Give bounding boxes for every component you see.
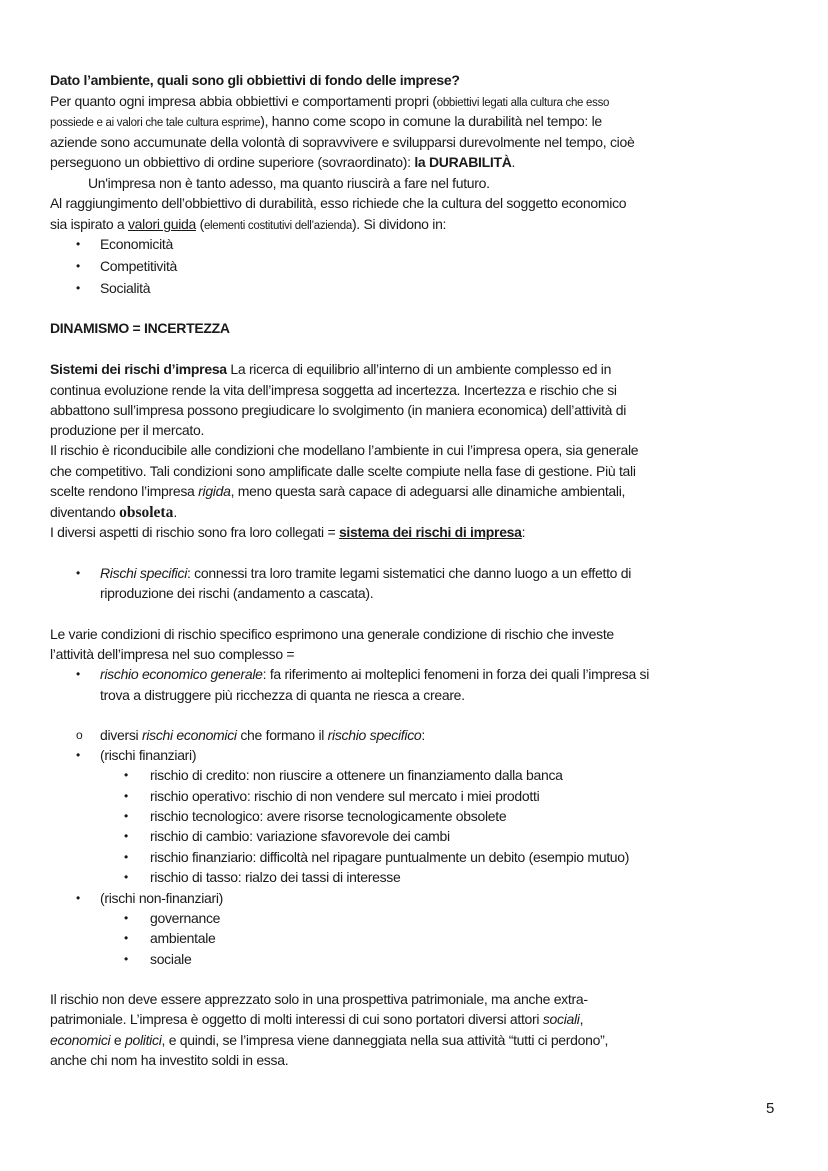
bullet-icon: •: [124, 789, 128, 803]
text-segment: trova a distruggere più ricchezza di quanta ne riesca a creare.: [100, 687, 465, 703]
text-line: [100, 664, 649, 684]
text-segment: sociali: [542, 1011, 580, 1027]
text-line: [150, 786, 539, 806]
text-line: [100, 563, 631, 583]
text-segment: aziende sono accumunate della volontà di sopravvivere e svilupparsi durevolmente nel tempo, cioè: [50, 134, 635, 150]
hollow-bullet-icon: o: [76, 728, 83, 742]
text-segment: rischio operativo: rischio di non vendere sul mercato i miei prodotti: [150, 788, 540, 804]
bullet-icon: •: [124, 952, 128, 966]
text-segment: (: [195, 216, 204, 232]
text-line: [88, 173, 490, 193]
text-segment: obsoleta: [119, 504, 174, 521]
text-segment: patrimoniale. L’impresa è oggetto di molti interessi di cui sono portatori diversi attori: [50, 1011, 543, 1027]
text-segment: che competitivo. Tali condizioni sono amplificate dalle scelte compiute nella fase di gestione. Più tali: [50, 463, 636, 479]
bullet-icon: •: [124, 850, 128, 864]
text-segment: (rischi non-finanziari): [100, 890, 224, 906]
text-line: [100, 278, 150, 298]
text-line: [150, 908, 220, 928]
text-segment: rischio di credito: non riuscire a ottenere un finanziamento dalla banca: [150, 767, 563, 783]
bullet-icon: •: [76, 259, 80, 273]
text-segment: scelte rendono l’impresa: [50, 483, 199, 499]
text-segment: ). Si dividono in:: [351, 216, 447, 232]
text-line: [100, 745, 196, 765]
text-segment: ,: [579, 1011, 584, 1027]
text-line: [50, 1030, 608, 1050]
text-segment: produzione per il mercato.: [50, 422, 205, 438]
text-segment: Per quanto ogni impresa abbia obbiettivi e comportamenti propri (: [50, 93, 437, 109]
text-segment: rischio finanziario: difficoltà nel ripagare puntualmente un debito (esempio mutuo): [150, 849, 630, 865]
text-line: [50, 91, 609, 111]
text-segment: Competitività: [100, 258, 178, 274]
text-line: [50, 440, 638, 460]
text-line: [100, 583, 373, 603]
text-line: [50, 644, 294, 664]
bullet-icon: •: [124, 768, 128, 782]
bullet-icon: •: [76, 667, 80, 681]
text-segment: Le varie condizioni di rischio specifico esprimono una generale condizione di rischio che investe: [50, 626, 614, 642]
text-segment: possiede e ai valori che tale cultura esprime: [50, 117, 261, 129]
text-line: [50, 111, 602, 131]
text-segment: rischio di cambio: variazione sfavorevole dei cambi: [150, 828, 450, 844]
text-segment: rischio economico generale: [100, 666, 263, 682]
page-number: 5: [766, 1100, 775, 1117]
text-line: [100, 234, 173, 254]
text-segment: : connessi tra loro tramite legami sistematici che danno luogo a un effetto di: [187, 565, 632, 581]
text-line: [50, 318, 230, 338]
text-segment: rischi economici: [141, 727, 237, 743]
text-line: [100, 256, 177, 276]
text-line: [150, 949, 191, 969]
text-line: [50, 461, 636, 481]
bullet-icon: •: [124, 829, 128, 843]
text-line: [150, 847, 629, 867]
text-line: [50, 214, 446, 234]
text-segment: governance: [150, 910, 221, 926]
text-segment: e: [110, 1032, 125, 1048]
text-line: [150, 806, 506, 826]
text-segment: sistema dei rischi di impresa: [338, 524, 522, 540]
text-segment: elementi costitutivi dell’azienda: [203, 220, 352, 232]
text-segment: Il rischio è riconducibile alle condizioni che modellano l’ambiente in cui l’impresa opera, sia generale: [50, 442, 639, 458]
text-segment: Un'impresa non è tanto adesso, ma quanto riuscirà a fare nel futuro.: [88, 175, 490, 191]
text-segment: , meno questa sarà capace di adeguarsi alle dinamiche ambientali,: [230, 483, 626, 499]
text-segment: perseguono un obbiettivo di ordine superiore (sovraordinato):: [50, 154, 415, 170]
text-segment: La ricerca di equilibrio all’interno di un ambiente complesso ed in: [226, 361, 612, 377]
text-segment: sociale: [150, 951, 192, 967]
text-line: [50, 132, 634, 152]
text-segment: politici: [125, 1032, 162, 1048]
text-line: [50, 1050, 288, 1070]
text-segment: , e quindi, se l’impresa viene danneggiata nella sua attività “tutti ci perdono”,: [161, 1032, 609, 1048]
text-segment: DINAMISMO = INCERTEZZA: [50, 320, 230, 336]
text-line: [50, 380, 617, 400]
text-segment: anche chi nom ha investito soldi in essa.: [50, 1052, 289, 1068]
text-line: [50, 152, 515, 172]
text-segment: abbattono sull’impresa possono pregiudicare lo svolgimento (in maniera economica) dell’attività di: [50, 402, 627, 418]
text-line: [50, 502, 177, 522]
text-segment: rischio tecnologico: avere risorse tecnologicamente obsolete: [150, 808, 507, 824]
text-segment: .: [173, 504, 177, 520]
text-segment: ), hanno come scopo in comune la durabilità nel tempo: le: [260, 113, 602, 129]
bullet-icon: •: [76, 891, 80, 905]
bullet-icon: •: [76, 281, 80, 295]
text-line: [50, 400, 626, 420]
text-line: [50, 989, 588, 1009]
text-segment: riproduzione dei rischi (andamento a cascata).: [100, 585, 374, 601]
text-line: [50, 193, 626, 213]
text-segment: Sistemi dei rischi d’impresa: [50, 361, 227, 377]
text-line: [150, 928, 216, 948]
text-line: [100, 685, 465, 705]
bullet-icon: •: [124, 870, 128, 884]
text-segment: sia ispirato a: [50, 216, 128, 232]
text-line: [50, 359, 611, 379]
text-segment: Il rischio non deve essere apprezzato solo in una prospettiva patrimoniale, ma anche extra-: [50, 991, 588, 1007]
text-segment: :: [421, 727, 425, 743]
text-segment: che formano il: [236, 727, 328, 743]
text-segment: rigida: [198, 483, 231, 499]
text-segment: la DURABILITÀ: [414, 154, 512, 170]
text-segment: :: [521, 524, 526, 540]
text-line: [50, 420, 204, 440]
text-line: [50, 70, 460, 90]
text-segment: (rischi finanziari): [100, 747, 197, 763]
text-segment: obbiettivi legati alla cultura che esso: [436, 97, 610, 109]
text-segment: ambientale: [150, 930, 216, 946]
text-line: [100, 725, 425, 745]
text-segment: rischio di tasso: rialzo dei tassi di interesse: [150, 869, 401, 885]
text-line: [50, 522, 525, 542]
bullet-icon: •: [76, 237, 80, 251]
bullet-icon: •: [76, 566, 80, 580]
text-line: [100, 888, 223, 908]
text-segment: Dato l’ambiente, quali sono gli obbiettivi di fondo delle imprese?: [50, 72, 460, 88]
text-segment: : fa riferimento ai molteplici fenomeni in forza dei quali l’impresa si: [262, 666, 650, 682]
text-segment: l’attività dell’impresa nel suo complesso =: [50, 646, 295, 662]
text-line: [150, 765, 563, 785]
text-line: [50, 624, 614, 644]
text-line: [150, 826, 450, 846]
text-line: [50, 1009, 583, 1029]
text-line: [50, 481, 625, 501]
bullet-icon: •: [124, 931, 128, 945]
text-segment: I diversi aspetti di rischio sono fra loro collegati =: [50, 524, 339, 540]
bullet-icon: •: [124, 911, 128, 925]
bullet-icon: •: [124, 809, 128, 823]
text-segment: Economicità: [100, 236, 173, 252]
bullet-icon: •: [76, 748, 80, 762]
text-segment: economici: [50, 1032, 111, 1048]
text-segment: Rischi specifici: [100, 565, 187, 581]
text-segment: rischio specifico: [327, 727, 422, 743]
text-segment: diventando: [50, 504, 120, 520]
text-line: [150, 867, 400, 887]
text-segment: Al raggiungimento dell’obbiettivo di durabilità, esso richiede che la cultura del soggetto economico: [50, 195, 627, 211]
text-segment: .: [511, 154, 516, 170]
text-segment: continua evoluzione rende la vita dell’impresa soggetta ad incertezza. Incertezza e rischio che si: [50, 382, 617, 398]
text-segment: valori guida: [127, 216, 196, 232]
text-segment: Socialità: [100, 280, 151, 296]
text-segment: diversi: [100, 727, 142, 743]
